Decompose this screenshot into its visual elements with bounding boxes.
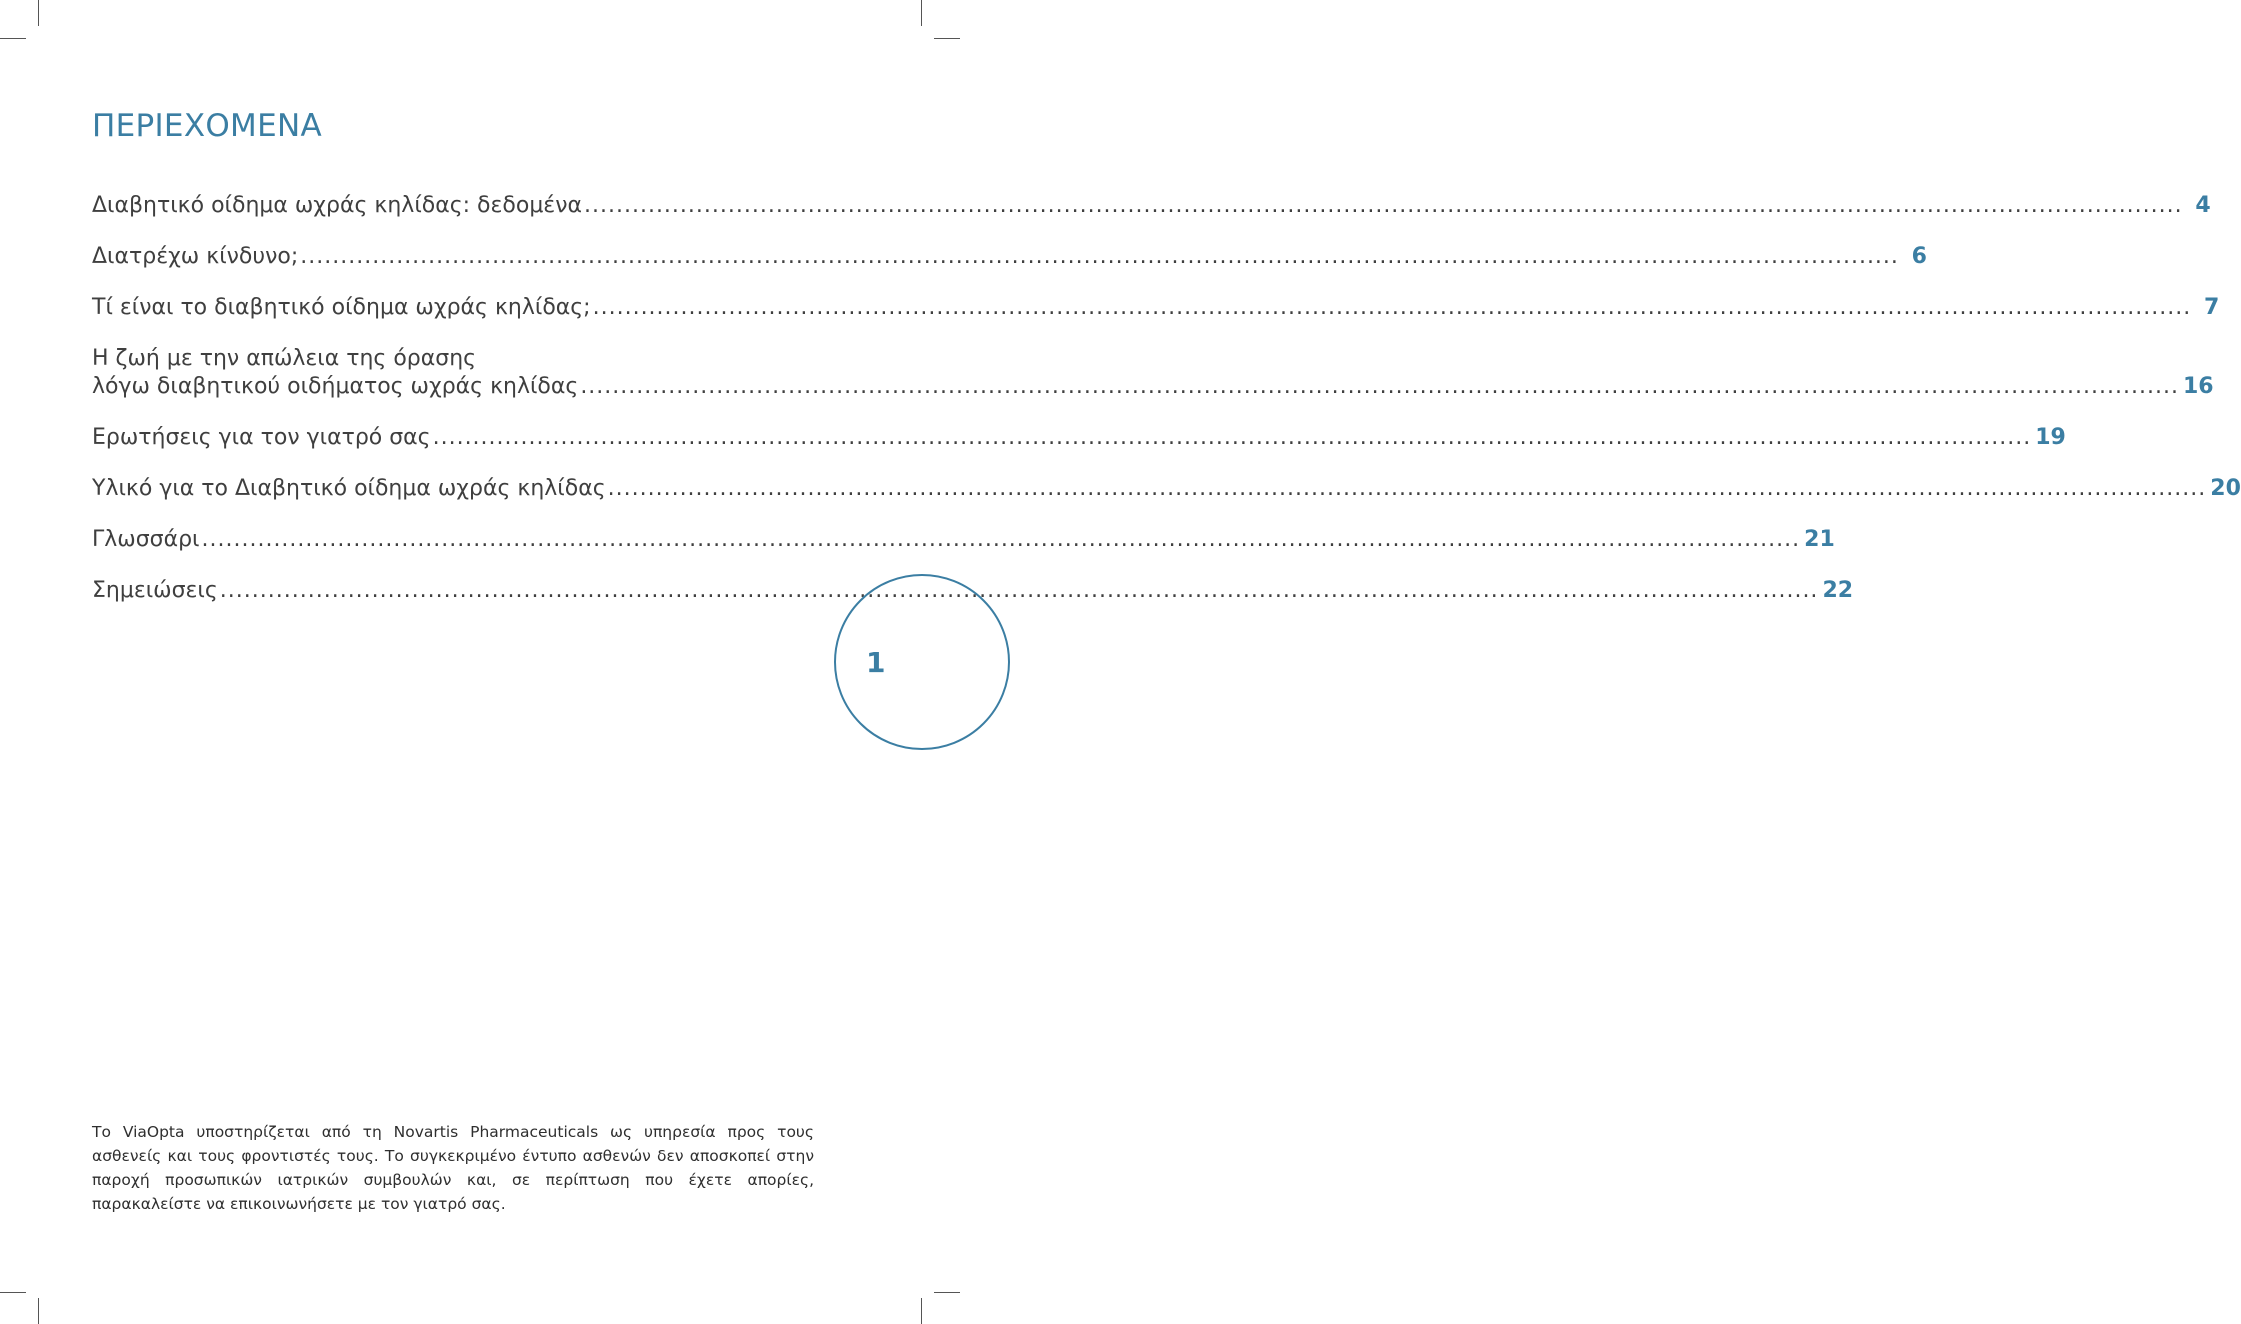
toc-label: Τί είναι το διαβητικό οίδημα ωχράς κηλίδας; [92,295,591,320]
toc-label: Υλικό για το Διαβητικό οίδημα ωχράς κηλίδας [92,476,606,501]
toc-label: Διαβητικό οίδημα ωχράς κηλίδας: δεδομένα [92,193,582,218]
toc-label: Γλωσσάρι [92,527,200,552]
toc-leader-dots: ........................................................................................................................................................................................................ [201,527,1801,552]
toc-leader-dots: ........................................................................................................................................................................................................ [300,244,1899,269]
crop-mark-top-left-v [38,0,39,26]
crop-mark-bottom-left-v [38,1298,39,1324]
page-number-circle [834,574,1010,750]
toc-page-number: 16 [2182,374,2214,399]
crop-mark-top-left-h [0,38,26,39]
toc-leader-dots: ........................................................................................................................................................................................................ [432,425,2032,450]
crop-mark-bottom-left-h [0,1292,26,1293]
table-of-contents [92,192,2241,628]
toc-label: Ερωτήσεις για τον γιατρό σας [92,425,431,450]
toc-label-line1: Η ζωή με την απώλεια της όρασης [92,346,477,371]
toc-page-number: 22 [1822,578,1854,603]
crop-mark-top-right-v [921,0,922,26]
toc-page-number: 19 [2035,425,2066,450]
toc-page-number: 7 [2203,295,2220,320]
crop-mark-bottom-right-h [934,1292,960,1293]
toc-item[interactable] [92,424,2066,452]
page-number: 1 [866,646,886,679]
toc-item[interactable] [92,294,2220,322]
toc-label: Σημειώσεις [92,578,218,603]
toc-item[interactable] [92,243,1927,271]
toc-item[interactable] [92,526,1835,554]
toc-leader-dots: ........................................................................................................................................................................................................ [584,193,2183,218]
toc-page-number: 4 [2195,193,2211,218]
toc-item[interactable] [92,577,1854,605]
footnote-text: Το ViaOpta υποστηρίζεται από τη Novartis Pharmaceuticals ως υπηρεσία προς τους ασθενείς και τους φροντιστές τους. Το συγκεκριμένο έντυπο ασθενών δεν αποσκοπεί στην παροχή προσωπικών ιατρικών συμβουλών και, σε περίπτωση που έχετε απορίες, παρακαλείστε να επικοινωνήσετε με τον γιατρό σας. [92,1123,814,1213]
toc-leader-dots: ........................................................................................................................................................................................................ [592,295,2192,320]
toc-item[interactable] [92,345,2214,401]
toc-item[interactable] [92,192,2211,220]
toc-leader-dots: ........................................................................................................................................................................................................ [580,374,2179,399]
crop-mark-bottom-right-v [921,1298,922,1324]
toc-label: λόγω διαβητικού οιδήματος ωχράς κηλίδας [92,374,579,399]
toc-page-number: 21 [1804,527,1835,552]
toc-item[interactable] [92,475,2241,503]
page-title: ΠΕΡΙΕΧΟΜΕΝΑ [92,108,322,144]
toc-page-number: 6 [1911,244,1927,269]
toc-label: Διατρέχω κίνδυνο; [92,244,299,269]
toc-page-number: 20 [2210,476,2241,501]
crop-mark-top-right-h [934,38,960,39]
toc-leader-dots: ........................................................................................................................................................................................................ [607,476,2207,501]
toc-leader-dots: ........................................................................................................................................................................................................ [219,578,1819,603]
